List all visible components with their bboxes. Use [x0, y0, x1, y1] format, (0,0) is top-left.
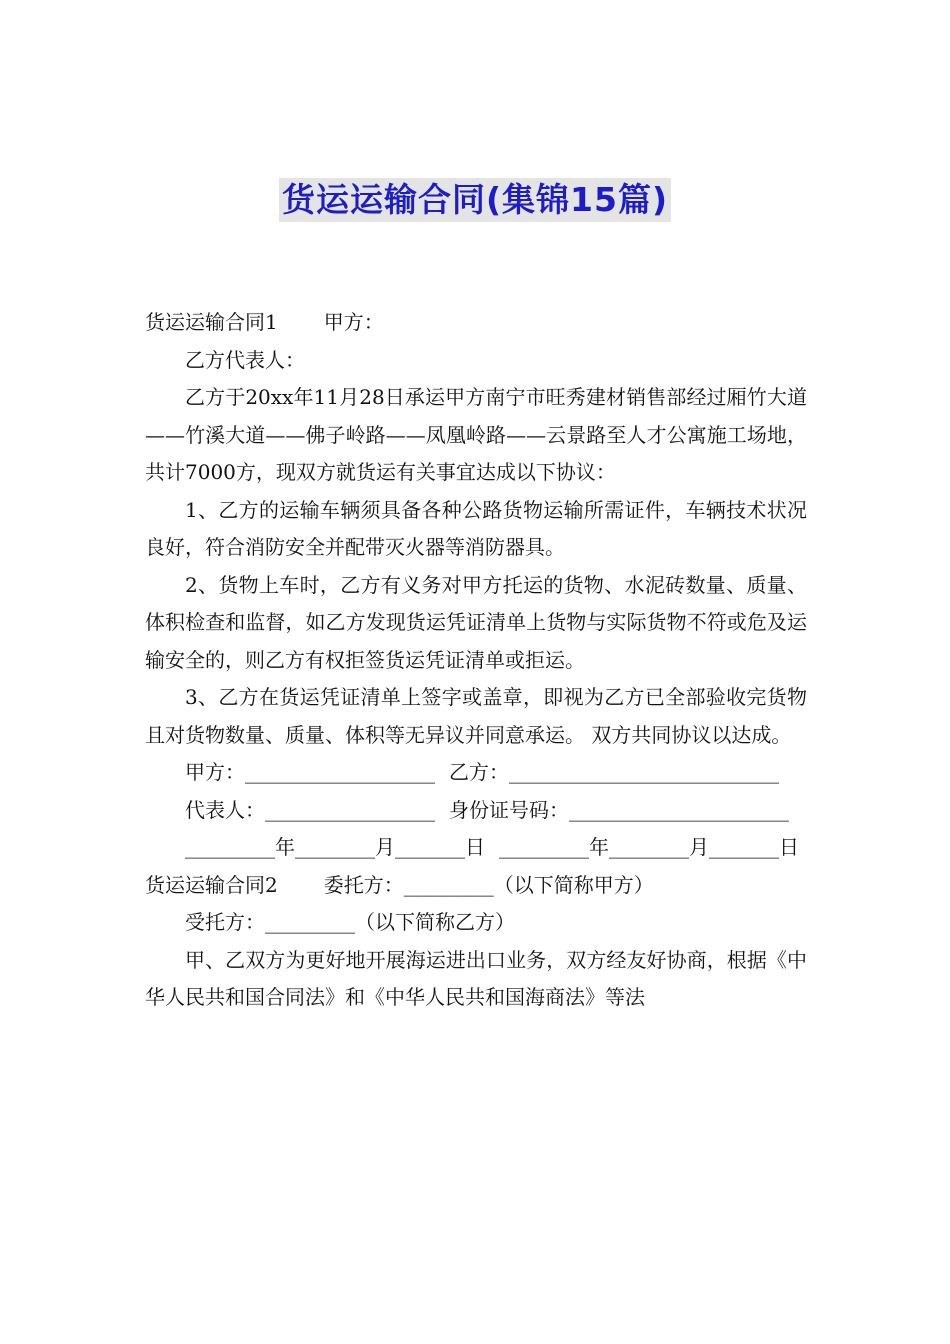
sign-party-a-label: 甲方：	[185, 760, 245, 784]
contract1-party-a: 甲方：	[323, 310, 384, 334]
contract2-agent-blank: _________	[265, 910, 355, 934]
date-blank: _________	[185, 835, 275, 859]
date-year-label: 年	[275, 835, 295, 859]
sign-rep-blank: _________________	[265, 797, 435, 822]
sign-rep-label: 代表人：	[185, 797, 265, 822]
contract1-signature-parties	[145, 754, 807, 792]
contract1-clause-2: 2、货物上车时，乙方有义务对甲方托运的货物、水泥砖数量、质量、体积检查和监督，如乙方发现货运凭证清单上货物与实际货物不符或危及运输安全的，则乙方有权拒签货运凭证清单或拒运。	[145, 572, 807, 672]
contract2-client-label: 委托方：	[323, 872, 404, 897]
date-year-label: 年	[589, 835, 609, 859]
date-day-label: 日	[779, 835, 799, 859]
date-blank: _______	[395, 835, 465, 859]
contract1-signature-dates	[145, 829, 807, 867]
date-month-label: 月	[689, 835, 709, 859]
contract1-heading-line	[145, 304, 807, 342]
sign-party-b-blank: ___________________________	[509, 760, 779, 784]
contract1-heading: 货运运输合同1	[145, 310, 278, 334]
contract2-agent-note: （以下简称乙方）	[355, 910, 515, 934]
title-container	[0, 178, 950, 222]
sign-id-blank: ______________________	[569, 797, 789, 822]
date-blank: _______	[709, 835, 779, 859]
contract2-agent-line	[145, 904, 807, 942]
date-blank: ________	[609, 835, 689, 859]
sign-id-label: 身份证号码：	[449, 797, 569, 822]
contract2-intro-paragraph: 甲、乙双方为更好地开展海运进出口业务，双方经友好协商，根据《中华人民共和国合同法》和《中华人民共和国海商法》等法	[145, 947, 807, 1009]
contract2-heading: 货运运输合同2	[145, 872, 278, 897]
sign-party-a-blank: ___________________	[245, 760, 435, 784]
contract2-client-blank: _________	[403, 872, 494, 897]
contract1-clause-1: 1、乙方的运输车辆须具备各种公路货物运输所需证件，车辆技术状况良好，符合消防安全并配带灭火器等消防器具。	[145, 497, 807, 559]
contract1-party-b-rep: 乙方代表人：	[185, 347, 305, 372]
date-month-label: 月	[375, 835, 395, 859]
contract1-clause-3: 3、乙方在货运凭证清单上签字或盖章，即视为乙方已全部验收完货物且对货物数量、质量、体积等无异议并同意承运。 双方共同协议以达成。	[145, 685, 807, 747]
contract2-agent-label: 受托方：	[185, 910, 265, 934]
contract1-intro-paragraph: 乙方于20xx年11月28日承运甲方南宁市旺秀建材销售部经过厢竹大道——竹溪大道——佛子岭路——凤凰岭路——云景路至人才公寓施工场地，共计7000方，现双方就货运有关事宜达成以下协议：	[145, 385, 807, 484]
contract2-client-note: （以下简称甲方）	[493, 872, 654, 897]
document-title: 货运运输合同(集锦15篇)	[279, 178, 671, 222]
date-day-label: 日	[465, 835, 485, 859]
date-blank: _________	[499, 835, 589, 859]
contract2-heading-line	[145, 867, 807, 905]
date-blank: ________	[295, 835, 375, 859]
sign-party-b-label: 乙方：	[449, 760, 509, 784]
document-body	[145, 304, 807, 1017]
contract1-signature-rep	[145, 792, 807, 830]
